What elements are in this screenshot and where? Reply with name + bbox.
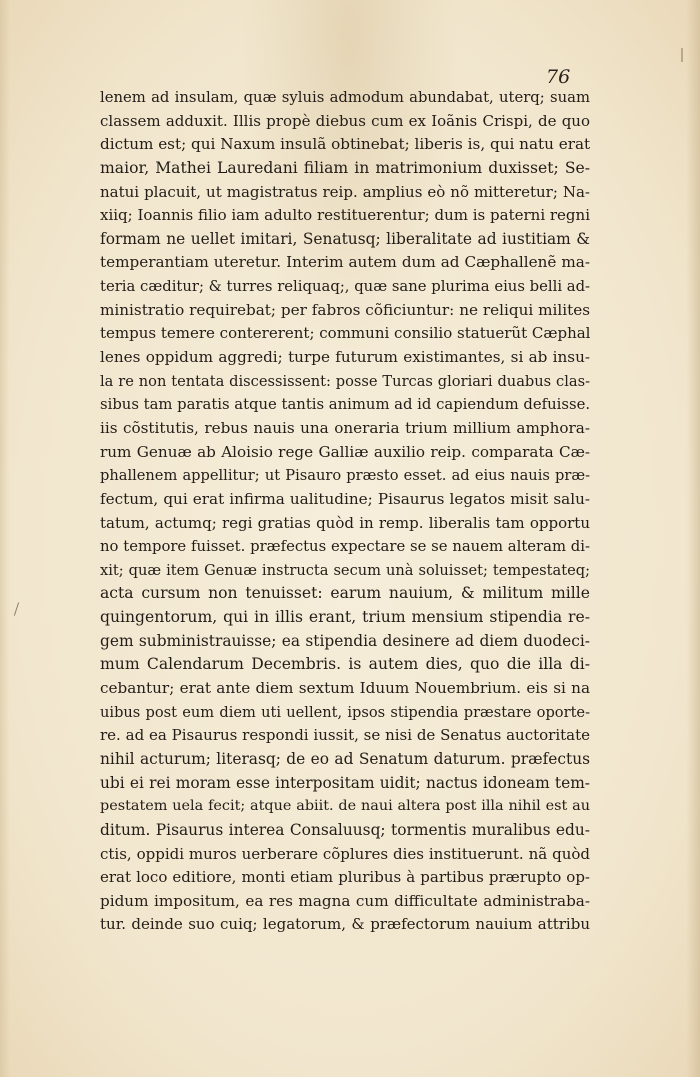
text-line: lenes oppidum aggredi; turpe futurum existimantes, si ab insu-	[100, 348, 590, 367]
text-line: ctis, oppidi muros uerberare cõplures dies instituerunt. nã quòd	[100, 844, 590, 863]
page-edge-left	[0, 0, 10, 1077]
text-line: mum Calendarum Decembris. is autem dies, quo die illa di-	[100, 655, 590, 674]
text-line: gem subministrauisse; ea stipendia desinere ad diem duodeci-	[100, 631, 590, 650]
text-line: tur. deinde suo cuiq; legatorum, & præfectorum nauium attribu	[100, 915, 590, 934]
text-line: cebantur; erat ante diem sextum Iduum Nouembrium. eis si na	[100, 679, 590, 698]
folio-number: 76	[546, 66, 571, 88]
page-edge-right	[686, 0, 700, 1077]
text-line: re. ad ea Pisaurus respondi iussit, se nisi de Senatus auctoritate	[100, 726, 590, 745]
text-line: la re non tentata discessissent: posse Turcas gloriari duabus clas-	[100, 372, 590, 390]
corner-mark	[681, 48, 683, 62]
text-line: quingentorum, qui in illis erant, trium mensium stipendia re-	[100, 608, 590, 627]
text-line: natui placuit, ut magistratus reip. amplius eò nõ mitteretur; Na-	[100, 182, 590, 201]
text-line: no tempore fuisset. præfectus expectare se se nauem alteram di-	[100, 538, 590, 556]
text-line: lenem ad insulam, quæ syluis admodum abundabat, uterq; suam	[100, 89, 590, 106]
text-line: phallenem appellitur; ut Pisauro præsto esset. ad eius nauis præ-	[100, 467, 590, 485]
text-line: ubi ei rei moram esse interpositam uidit; nactus idoneam tem-	[100, 773, 590, 792]
text-line: xiiq; Ioannis filio iam adulto restituerentur; dum is paterni regni	[100, 206, 590, 225]
text-line: teria cæditur; & turres reliquaq;, quæ sane plurima eius belli ad-	[100, 278, 591, 296]
body-text	[100, 86, 590, 937]
text-line: ministratio requirebat; per fabros cõficiuntur: ne reliqui milites	[100, 300, 590, 319]
text-line: acta cursum non tenuisset: earum nauium, & militum mille	[100, 584, 590, 603]
text-line: sibus tam paratis atque tantis animum ad id capiendum defuisse.	[100, 396, 591, 414]
text-line: maior, Mathei Lauredani filiam in matrimonium duxisset; Se-	[100, 158, 590, 177]
text-line: classem adduxit. Illis propè diebus cum ex Ioãnis Crispi, de quo	[100, 111, 590, 130]
text-line: nihil acturum; literasq; de eo ad Senatum daturum. præfectus	[100, 749, 590, 768]
text-line: xit; quæ item Genuæ instructa secum unà soluisset; tempestateq;	[100, 561, 590, 579]
text-line: uibus post eum diem uti uellent, ipsos stipendia præstare oporte-	[100, 703, 590, 721]
text-line: pestatem uela fecit; atque abiit. de naui altera post illa nihil est au	[100, 798, 590, 815]
text-line: ditum. Pisaurus interea Consaluusq; tormentis muralibus edu-	[100, 820, 590, 839]
text-line: dictum est; qui Naxum insulã obtinebat; liberis is, qui natu erat	[100, 135, 591, 154]
text-line: temperantiam uteretur. Interim autem dum ad Cæphallenẽ ma-	[100, 253, 590, 272]
text-line: erat loco editiore, monti etiam pluribus à partibus prærupto op-	[100, 868, 590, 887]
text-line: formam ne uellet imitari, Senatusq; liberalitate ad iustitiam &	[100, 229, 590, 248]
text-line: fectum, qui erat infirma ualitudine; Pisaurus legatos misit salu-	[100, 489, 590, 508]
margin-mark	[14, 602, 19, 616]
text-line: rum Genuæ ab Aloisio rege Galliæ auxilio reip. comparata Cæ-	[100, 442, 590, 461]
text-line: tatum, actumq; regi gratias quòd in remp. liberalis tam opportu	[100, 513, 590, 532]
text-line: tempus temere contererent; communi consilio statuerũt Cæphal	[100, 324, 591, 343]
text-line: iis cõstitutis, rebus nauis una oneraria trium millium amphora-	[100, 418, 590, 437]
text-line: pidum impositum, ea res magna cum difficultate administraba-	[100, 891, 590, 910]
